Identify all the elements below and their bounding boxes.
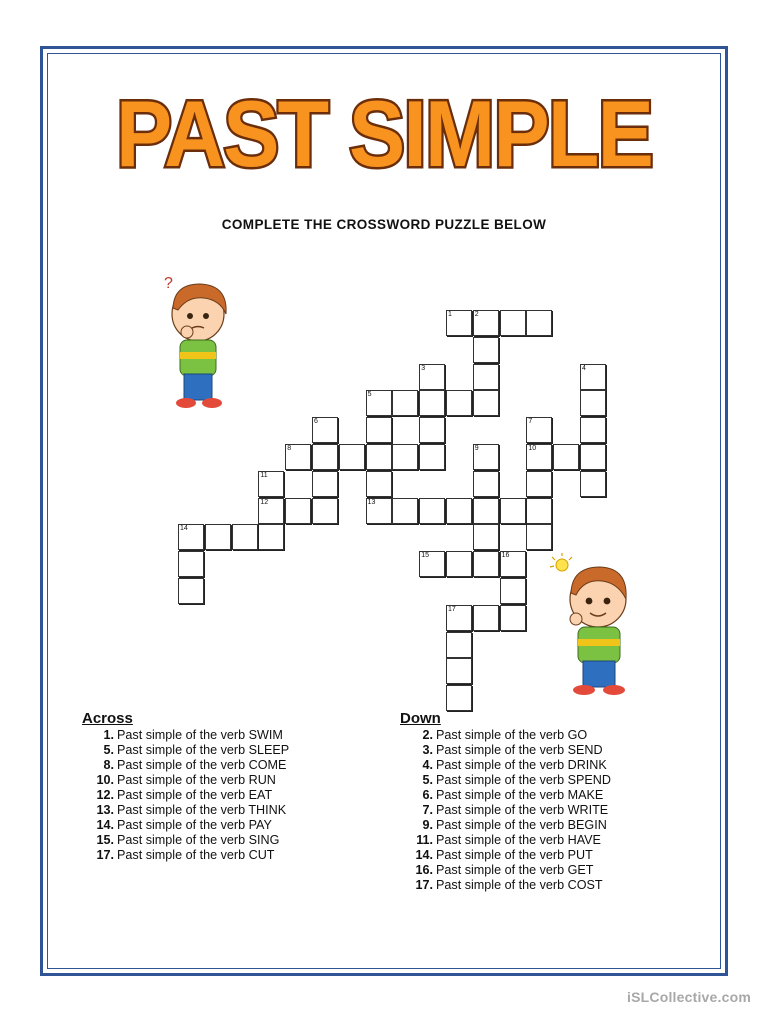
crossword-cell[interactable] (580, 390, 606, 416)
clue-item (82, 833, 289, 848)
crossword-cell[interactable] (473, 551, 499, 577)
crossword-cell[interactable] (526, 417, 552, 443)
crossword-cell[interactable] (473, 444, 499, 470)
clue-item-number: 12. (96, 788, 114, 802)
clue-item-text: Past simple of the verb EAT (117, 788, 273, 802)
down-clues (400, 710, 611, 893)
clue-item-text: Past simple of the verb PUT (436, 848, 593, 862)
clue-number: 11 (260, 471, 268, 479)
crossword-cell[interactable] (419, 417, 445, 443)
crossword-cell[interactable] (392, 390, 418, 416)
crossword-cell[interactable] (446, 632, 472, 658)
crossword-cell[interactable] (446, 390, 472, 416)
clue-number: 4 (582, 364, 586, 372)
clue-item-number: 13. (96, 803, 114, 817)
crossword-cell[interactable] (419, 551, 445, 577)
crossword-cell[interactable] (473, 471, 499, 497)
clue-number: 13 (367, 498, 376, 506)
clue-number: 16 (501, 552, 510, 560)
crossword-cell[interactable] (312, 498, 338, 524)
clue-item-text: Past simple of the verb GET (436, 863, 594, 877)
clue-item (400, 803, 611, 818)
clue-item (400, 773, 611, 788)
crossword-cell[interactable] (205, 524, 231, 550)
clue-item-text: Past simple of the verb RUN (117, 773, 276, 787)
crossword-cell[interactable] (580, 364, 606, 390)
clue-item-number: 5. (422, 773, 433, 787)
crossword-cell[interactable] (580, 417, 606, 443)
crossword-cell[interactable] (258, 498, 284, 524)
crossword-cell[interactable] (258, 471, 284, 497)
crossword-cell[interactable] (312, 417, 338, 443)
clue-item-number: 14. (415, 848, 433, 862)
clue-item (82, 758, 289, 773)
clue-item-number: 3. (422, 743, 433, 757)
crossword-cell[interactable] (366, 444, 392, 470)
clue-item (82, 818, 289, 833)
crossword-cell[interactable] (553, 444, 579, 470)
instructions: COMPLETE THE CROSSWORD PUZZLE BELOW (221, 217, 547, 232)
svg-text:?: ? (164, 275, 173, 292)
page-title (112, 81, 656, 186)
clue-number: 5 (367, 391, 372, 399)
crossword-cell[interactable] (419, 364, 445, 390)
clue-item-text: Past simple of the verb WRITE (436, 803, 609, 817)
clue-item-text: Past simple of the verb MAKE (436, 788, 604, 802)
crossword-cell[interactable] (526, 498, 552, 524)
clue-item-text: Past simple of the verb SWIM (117, 728, 283, 742)
crossword-cell[interactable] (526, 310, 552, 336)
crossword-cell[interactable] (473, 605, 499, 631)
clue-item (82, 743, 289, 758)
clue-item (82, 803, 289, 818)
clue-number: 15 (421, 552, 429, 560)
clue-item-number: 9. (422, 818, 433, 832)
crossword-cell[interactable] (473, 524, 499, 550)
crossword-cell[interactable] (339, 444, 365, 470)
clue-item-number: 4. (422, 758, 433, 772)
crossword-cell[interactable] (446, 658, 472, 684)
clue-item (400, 758, 611, 773)
clue-item (400, 728, 611, 743)
crossword-cell[interactable] (446, 605, 472, 631)
crossword-cell[interactable] (366, 417, 392, 443)
crossword-cell[interactable] (500, 310, 526, 336)
clue-item (82, 728, 289, 743)
clue-item-number: 11. (416, 833, 433, 847)
clue-item-text: Past simple of the verb COME (117, 758, 287, 772)
clue-item-number: 2. (422, 728, 433, 742)
crossword-cell[interactable] (258, 524, 284, 550)
clue-item-text: Past simple of the verb DRINK (436, 758, 607, 772)
crossword-cell[interactable] (473, 364, 499, 390)
clue-item (400, 878, 611, 893)
crossword-cell[interactable] (392, 498, 418, 524)
clue-item-text: Past simple of the verb THINK (117, 803, 287, 817)
clue-item-number: 10. (96, 773, 114, 787)
clue-number: 10 (528, 445, 537, 452)
clue-item-text: Past simple of the verb COST (436, 878, 603, 892)
crossword-cell[interactable] (312, 471, 338, 497)
clue-item-text: Past simple of the verb BEGIN (436, 818, 607, 832)
clue-item (400, 863, 611, 878)
across-list (82, 728, 289, 863)
crossword-cell[interactable] (526, 524, 552, 550)
clue-item-number: 5. (103, 743, 114, 757)
crossword-cell[interactable] (446, 685, 472, 711)
clue-number: 9 (474, 445, 479, 452)
clue-item (400, 833, 611, 848)
clue-item-number: 17. (96, 848, 114, 862)
crossword-cell[interactable] (446, 498, 472, 524)
clue-item (400, 848, 611, 863)
clue-item-number: 1. (103, 728, 114, 742)
clue-item-number: 17. (415, 878, 433, 892)
crossword-cell[interactable] (580, 444, 606, 470)
clue-item-text: Past simple of the verb GO (436, 728, 588, 742)
clue-item-number: 14. (96, 818, 114, 832)
clue-item-text: Past simple of the verb SPEND (436, 773, 611, 787)
site-watermark: iSLCollective.com (627, 989, 751, 1005)
crossword-cell[interactable] (366, 471, 392, 497)
crossword-cell[interactable] (178, 578, 204, 604)
crossword-cell[interactable] (500, 551, 526, 577)
clue-item-number: 15. (96, 833, 114, 847)
clue-number: 8 (287, 445, 292, 452)
clue-item-number: 6. (422, 788, 433, 802)
clue-item-text: Past simple of the verb SING (117, 833, 280, 847)
crossword-cell[interactable] (500, 605, 526, 631)
crossword-cell[interactable] (500, 578, 526, 604)
crossword-cell[interactable] (473, 390, 499, 416)
crossword-cell[interactable] (526, 471, 552, 497)
clue-item (82, 788, 289, 803)
clue-item-text: Past simple of the verb SLEEP (117, 743, 290, 757)
clue-number: 1 (448, 311, 452, 318)
clue-item-text: Past simple of the verb SEND (436, 743, 603, 757)
crossword-cell[interactable] (232, 524, 258, 550)
clue-number: 2 (474, 311, 479, 318)
crossword-cell[interactable] (446, 551, 472, 577)
clue-number: 7 (528, 418, 533, 426)
down-list (400, 728, 611, 893)
crossword-cell[interactable] (285, 444, 311, 470)
crossword-cell[interactable] (366, 390, 392, 416)
clue-item-text: Past simple of the verb PAY (117, 818, 272, 832)
clue-item-number: 7. (422, 803, 433, 817)
title-graphic (112, 81, 656, 186)
crossword-cell[interactable] (580, 471, 606, 497)
clue-number: 17 (448, 605, 456, 613)
across-clues (82, 710, 289, 863)
clue-item-number: 16. (415, 863, 433, 877)
crossword-cell[interactable] (285, 498, 311, 524)
down-heading: Down (400, 710, 441, 727)
crossword-cell[interactable] (473, 337, 499, 363)
crossword-cell[interactable] (178, 524, 204, 550)
clue-item (82, 773, 289, 788)
crossword-cell[interactable] (366, 498, 392, 524)
crossword-cell[interactable] (446, 310, 472, 336)
clue-item (400, 743, 611, 758)
crossword-cell[interactable] (419, 390, 445, 416)
clue-number: 6 (314, 418, 318, 426)
boy-question-icon (160, 270, 246, 412)
clue-number: 12 (260, 498, 269, 506)
crossword-cell[interactable] (500, 498, 526, 524)
clue-number: 3 (421, 364, 426, 372)
boy-lightbulb-icon (546, 553, 632, 697)
crossword-cell[interactable] (419, 444, 445, 470)
title-text: PAST SIMPLE (116, 81, 652, 186)
clue-number: 14 (180, 525, 188, 533)
crossword-cell[interactable] (419, 498, 445, 524)
crossword-cell[interactable] (312, 444, 338, 470)
clue-item-number: 8. (103, 758, 114, 772)
crossword-cell[interactable] (392, 444, 418, 470)
clue-item (82, 848, 289, 863)
crossword-cell[interactable] (473, 310, 499, 336)
across-heading: Across (82, 710, 133, 727)
clue-item-text: Past simple of the verb CUT (117, 848, 275, 862)
clue-item-text: Past simple of the verb HAVE (436, 833, 601, 847)
crossword-cell[interactable] (526, 444, 552, 470)
clue-item (400, 818, 611, 833)
clue-item (400, 788, 611, 803)
crossword-cell[interactable] (178, 551, 204, 577)
crossword-cell[interactable] (473, 498, 499, 524)
